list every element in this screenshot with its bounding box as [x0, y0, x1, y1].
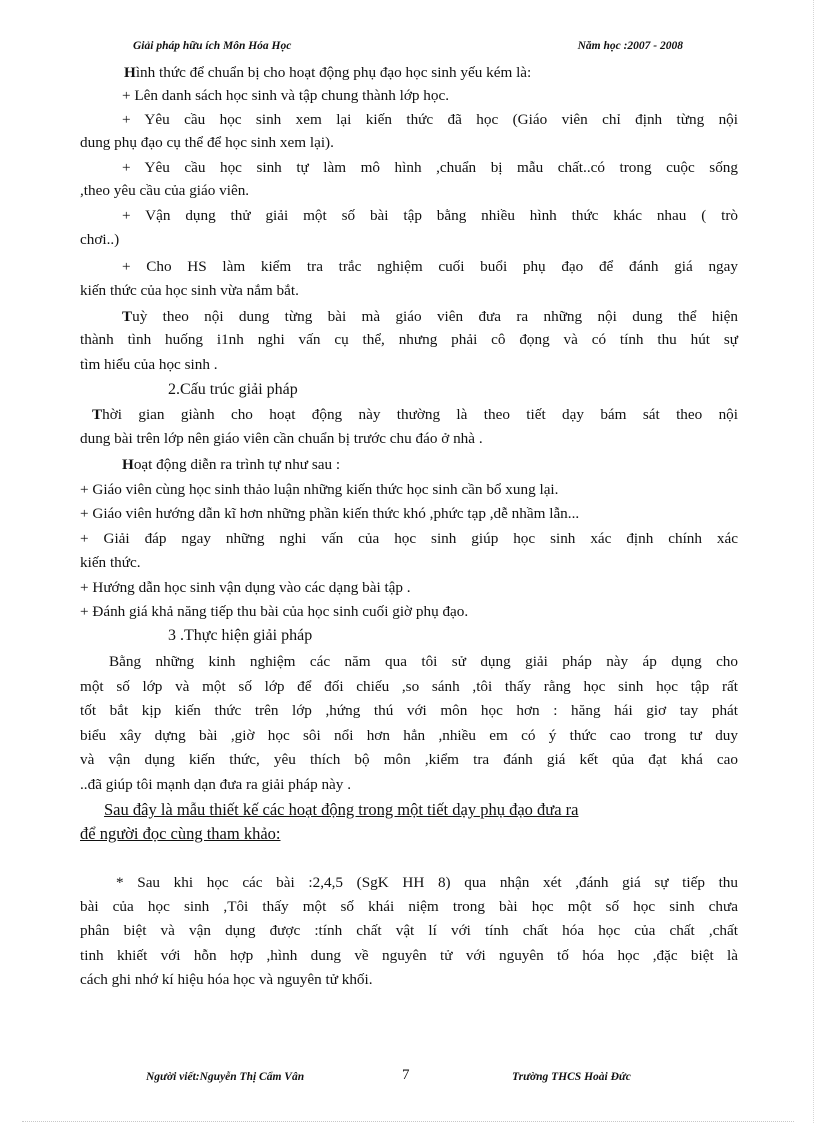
body-line: + Đánh giá khả năng tiếp thu bài của học sinh cuối giờ phụ đạo. — [80, 603, 469, 620]
body-line: + Giáo viên cùng học sinh thảo luận những kiến thức học sinh cần bổ xung lại. — [80, 481, 559, 498]
body-line: + Yêu cầu học sinh tự làm mô hình ,chuẩn bị mẫu chất..có trong cuộc sống — [122, 159, 738, 176]
page-number: 7 — [402, 1067, 410, 1083]
body-line: kiến thức của học sinh vừa nắm bắt. — [80, 282, 299, 299]
body-line: ..đã giúp tôi mạnh dạn đưa ra giải pháp này . — [80, 776, 351, 793]
body-line: một số lớp và một số lớp để đối chiếu ,so sánh ,tôi thấy rằng học sinh học tập rất — [80, 678, 738, 695]
body-line: + Cho HS làm kiểm tra trắc nghiệm cuối buổi phụ đạo để đánh giá ngay — [122, 258, 738, 275]
body-line: bài của học sinh ,Tôi thấy một số khái niệm trong bài học một số học sinh chưa — [80, 898, 738, 915]
footer-school: Trường THCS Hoài Đức — [512, 1071, 631, 1083]
body-line: tinh khiết với hỗn hợp ,hình dung về nguyên tử với nguyên tố hóa học ,đặc biệt là — [80, 947, 738, 964]
body-line: phân biệt và vận dụng được :tính chất vật lí với tính chất hóa học của chất ,chất — [80, 922, 738, 939]
body-line: ,theo yêu cầu của giáo viên. — [80, 182, 250, 199]
body-line: Bằng những kinh nghiệm các năm qua tôi sử dụng giải pháp này áp dụng cho — [109, 653, 738, 670]
body-line: kiến thức. — [80, 554, 141, 571]
body-line: và vận dụng kiến thức, yêu thích bộ môn ,kiểm tra đánh giá kết qủa đạt khá cao — [80, 751, 738, 768]
body-line: Tuỳ theo nội dung từng bài mà giáo viên đưa ra những nội dung thể hiện — [122, 308, 738, 325]
body-line: + Vận dụng thử giải một số bài tập bằng nhiều hình thức khác nhau ( trò — [122, 207, 738, 224]
body-line: Hình thức để chuẩn bị cho hoạt động phụ đạo học sinh yếu kém là: — [124, 64, 532, 81]
body-line: Thời gian giành cho hoạt động này thường là theo tiết dạy bám sát theo nội — [92, 406, 738, 423]
body-line: + Giáo viên hướng dẫn kĩ hơn những phần kiến thức khó ,phức tạp ,dễ nhầm lẫn... — [80, 505, 580, 522]
header-school-year: Năm học :2007 - 2008 — [577, 40, 683, 52]
body-line: * Sau khi học các bài :2,4,5 (SgK HH 8) qua nhận xét ,đánh giá sự tiếp thu — [116, 874, 738, 891]
body-line: cách ghi nhớ kí hiệu hóa học và nguyên tử khối. — [80, 971, 373, 988]
body-line: + Yêu cầu học sinh xem lại kiến thức đã học (Giáo viên chỉ định từng nội — [122, 111, 738, 128]
body-line: + Hướng dẫn học sinh vận dụng vào các dạng bài tập . — [80, 579, 411, 596]
body-line: tốt bắt kịp kiến thức trên lớp ,hứng thú với môn học hơn : hăng hái giơ tay phát — [80, 702, 738, 719]
example-intro-heading: để người đọc cùng tham khảo: — [80, 824, 281, 843]
section-heading-2: 2.Cấu trúc giải pháp — [168, 381, 298, 398]
body-line: Hoạt động diễn ra trình tự như sau : — [122, 456, 341, 473]
page-border-bottom — [22, 1121, 794, 1122]
page-border-right — [813, 0, 814, 1123]
section-heading-3: 3 .Thực hiện giải pháp — [168, 627, 313, 644]
body-line: dung bài trên lớp nên giáo viên cần chuẩn bị trước chu đáo ở nhà . — [80, 430, 483, 447]
footer-author: Người viết:Nguyễn Thị Cẩm Vân — [146, 1071, 305, 1083]
body-line: + Giải đáp ngay những nghi vấn của học sinh giúp học sinh xác định chính xác — [80, 530, 738, 547]
body-line: + Lên danh sách học sinh và tập chung thành lớp học. — [122, 87, 450, 104]
body-line: biểu xây dựng bài ,giờ học sôi nổi hơn hẳn ,nhiều em có ý thức cao trong tư duy — [80, 727, 738, 744]
body-line: chơi..) — [80, 231, 120, 248]
body-line: thành tình huống i1nh nghi vấn cụ thể, nhưng phải cô đọng và có tính thu hút sự — [80, 331, 738, 348]
example-intro-heading: Sau đây là mẫu thiết kế các hoạt động trong một tiết dạy phụ đạo đưa ra — [104, 800, 579, 819]
page-header — [133, 40, 683, 56]
body-line: dung phụ đạo cụ thể để học sinh xem lại). — [80, 134, 334, 151]
header-title: Giải pháp hữu ích Môn Hóa Học — [133, 40, 292, 52]
body-line: tìm hiểu của học sinh . — [80, 356, 218, 373]
